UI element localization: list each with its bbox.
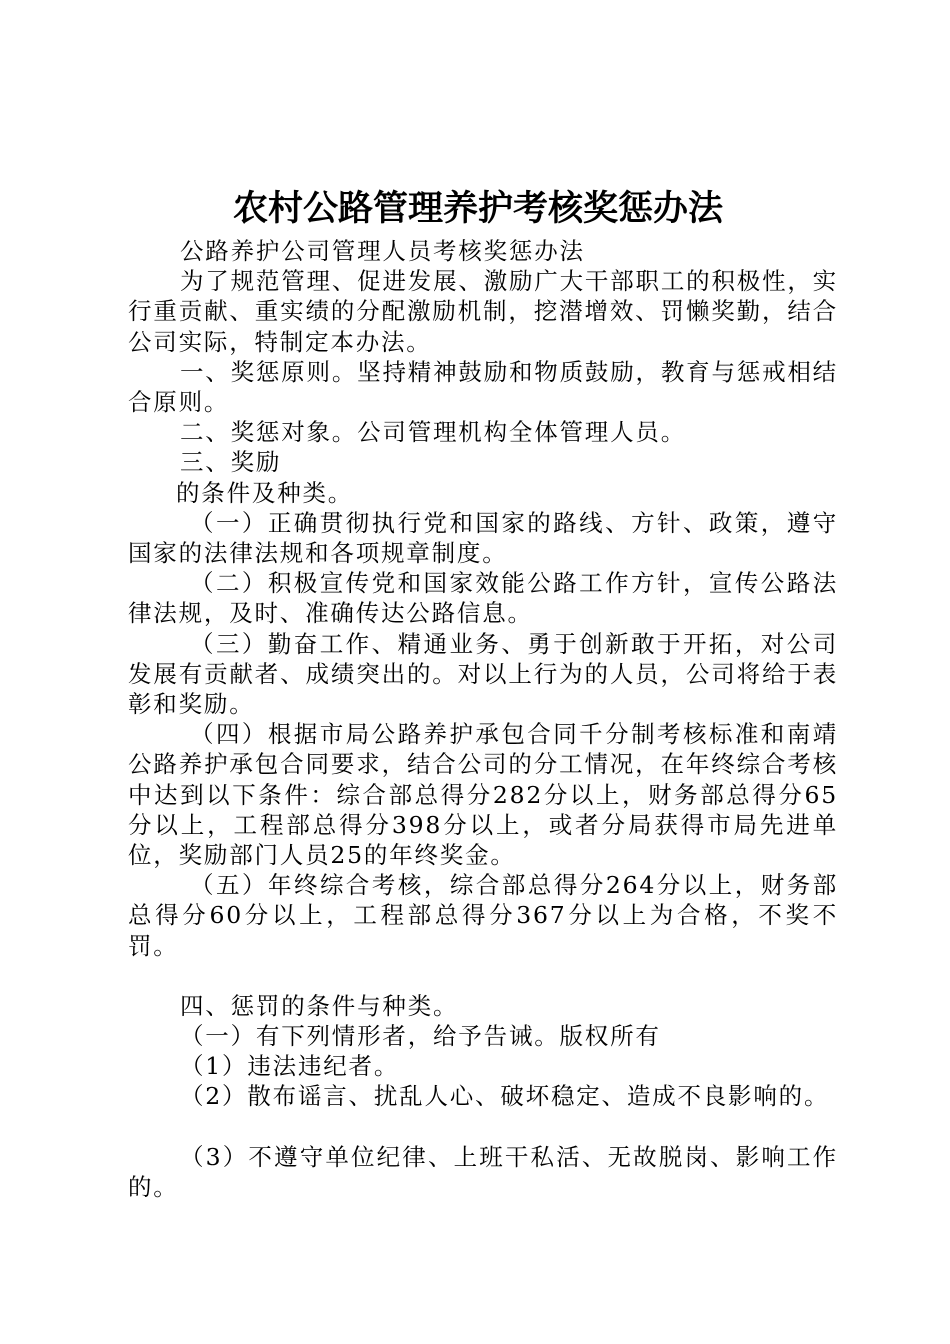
subtitle-paragraph: 公路养护公司管理人员考核奖惩办法 xyxy=(180,237,585,265)
reward-item-3: （三）勤奋工作、精通业务、勇于创新敢于开拓，对公司发展有贡献者、成绩突出的。对以上行为的人员，公司将给于表彰和奖励。 xyxy=(128,629,838,719)
paragraph-gap xyxy=(128,961,838,991)
reward-item-2: （二）积极宣传党和国家效能公路工作方针，宣传公路法律法规，及时、准确传达公路信息。 xyxy=(128,569,838,628)
reward-item-5: （五）年终综合考核，综合部总得分264分以上，财务部总得分60分以上，工程部总得分367分以上为合格，不奖不罚。 xyxy=(128,871,838,960)
penalty-item-1: （一）有下列情形者，给予告诫。版权所有 xyxy=(180,1022,661,1051)
penalty-subitem-2: （2）散布谣言、扰乱人心、破坏稳定、造成不良影响的。 xyxy=(180,1082,830,1111)
reward-item-4: （四）根据市局公路养护承包合同千分制考核标准和南靖公路养护承包合同要求，结合公司的分工情况，在年终综合考核中达到以下条件：综合部总得分282分以上，财务部总得分65分以上，工程部总得分398分以上，或者分局获得市局先进单位，奖励部门人员25的年终奖金。 xyxy=(128,720,838,870)
reward-item-1: （一）正确贯彻执行党和国家的路线、方针、政策，遵守国家的法律法规和各项规章制度。 xyxy=(128,508,838,568)
document-page xyxy=(128,186,838,1202)
principle-paragraph: 一、奖惩原则。坚持精神鼓励和物质鼓励，教育与惩戒相结合原则。 xyxy=(128,357,838,417)
penalty-subitem-1: （1）违法违纪者。 xyxy=(180,1052,400,1081)
reward-heading-continued: 的条件及种类。 xyxy=(176,478,354,507)
penalty-heading: 四、惩罚的条件与种类。 xyxy=(180,991,459,1020)
intro-paragraph: 为了规范管理、促进发展、激励广大干部职工的积极性，实行重贡献、重实绩的分配激励机制，挖潜增效、罚懒奖勤，结合公司实际，特制定本办法。 xyxy=(128,267,838,356)
reward-heading: 三、奖励 xyxy=(180,448,282,477)
paragraph-gap-2 xyxy=(128,1112,838,1142)
penalty-subitem-3: （3）不遵守单位纪律、上班干私活、无故脱岗、影响工作的。 xyxy=(128,1142,838,1201)
document-title: 农村公路管理养护考核奖惩办法 xyxy=(232,189,723,229)
target-paragraph: 二、奖惩对象。公司管理机构全体管理人员。 xyxy=(180,418,686,447)
